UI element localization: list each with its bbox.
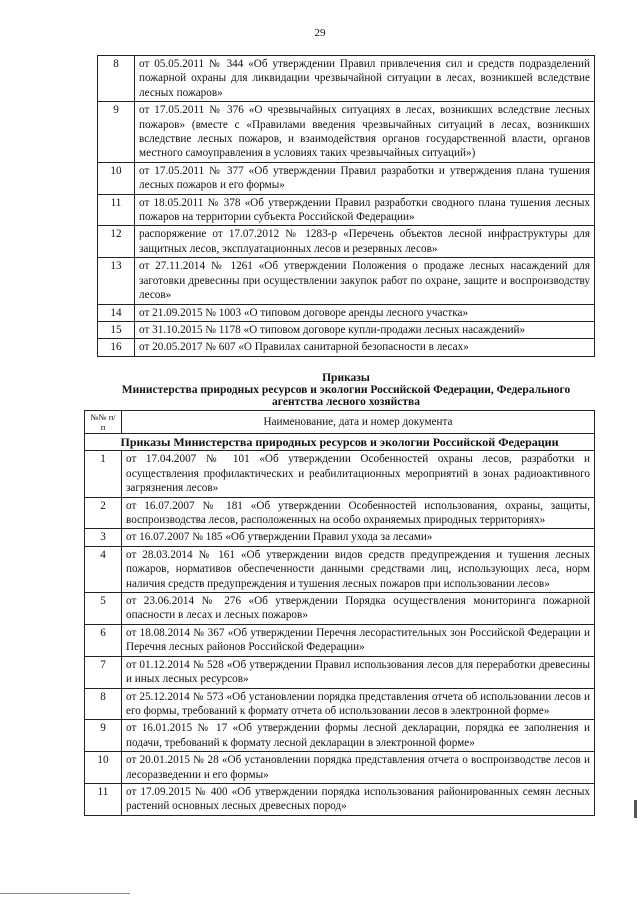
document-title: от 18.05.2011 № 378 «Об утверждении Правил разработки сводного плана тушения лесных пожаров на территории субъекта Российской Федерации» <box>135 194 595 226</box>
row-number: 10 <box>98 162 135 194</box>
document-title: от 17.09.2015 № 400 «Об утверждении порядка использования районированных семян лесных растений основных лесных древесных пород» <box>122 783 595 815</box>
orders-heading: Приказы <box>322 372 370 384</box>
document-title: от 28.03.2014 № 161 «Об утверждении видов средств предупреждения и тушения лесных пожаров, нормативов обеспеченности данными средствами лиц, использующих леса, норм наличия средств предупреждения и тушения лесных пожаров при использовании лесов» <box>122 546 595 592</box>
table-row <box>85 497 595 529</box>
document-title: от 20.05.2017 № 607 «О Правилах санитарной безопасности в лесах» <box>135 339 595 356</box>
document-title: распоряжение от 17.07.2012 № 1283-р «Перечень объектов лесной инфраструктуры для защитных лесов, эксплуатационных лесов и резервных лесов» <box>135 226 595 258</box>
footnote-divider <box>0 893 130 894</box>
table-row <box>98 102 595 163</box>
document-title: от 31.10.2015 № 1178 «О типовом договоре купли-продажи лесных насаждений» <box>135 321 595 338</box>
row-number: 11 <box>98 194 135 226</box>
row-number: 6 <box>85 624 122 656</box>
row-number: 15 <box>98 321 135 338</box>
table-row <box>98 304 595 321</box>
orders-subheading-agency: агентства лесного хозяйства <box>272 396 420 408</box>
document-title: от 01.12.2014 № 528 «Об утверждении Правил использования лесов для переработки древесины и иных лесных ресурсов» <box>122 656 595 688</box>
page-number: 29 <box>314 27 326 39</box>
document-title: от 17.04.2007 № 101 «Об утверждении Особенностей охраны лесов, разработки и осуществления профилактических и реабилитационных мероприятий в зонах радиоактивного загрязнения лесов» <box>122 451 595 497</box>
document-title: от 25.12.2014 № 573 «Об установлении порядка представления отчета об использовании лесов и его формы, требований к формату отчета об использовании лесов в электронной форме» <box>122 688 595 720</box>
row-number: 3 <box>85 529 122 546</box>
table-row <box>98 258 595 304</box>
section-title: Приказы Министерства природных ресурсов и экологии Российской Федерации <box>85 434 595 451</box>
document-title: от 17.05.2011 № 376 «О чрезвычайных ситуациях в лесах, возникших вследствие лесных пожаров» (вместе с «Правилами введения чрезвычайных ситуаций в лесах, возникших вследствие лесных пожаров, и взаимодействия органов государственной власти, органов местного самоуправления в условиях таких чрезвычайных ситуаций») <box>135 102 595 163</box>
scan-edge-mark <box>634 800 637 818</box>
table-row <box>98 194 595 226</box>
row-number: 8 <box>85 688 122 720</box>
table-row <box>85 593 595 625</box>
row-number: 12 <box>98 226 135 258</box>
table-row <box>98 339 595 356</box>
row-number: 16 <box>98 339 135 356</box>
table-row <box>85 783 595 815</box>
table-row <box>85 656 595 688</box>
document-title: от 21.09.2015 № 1003 «О типовом договоре аренды лесного участка» <box>135 304 595 321</box>
table-header-row <box>85 411 595 434</box>
orders-subheading-ministry: Министерства природных ресурсов и экологии Российской Федерации, Федерального <box>121 384 571 396</box>
row-number: 9 <box>98 102 135 163</box>
row-number: 11 <box>85 783 122 815</box>
government-decrees-table <box>97 55 595 357</box>
table-row <box>98 56 595 102</box>
row-number: 8 <box>98 56 135 102</box>
row-number: 4 <box>85 546 122 592</box>
table-row <box>85 624 595 656</box>
row-number: 13 <box>98 258 135 304</box>
document-title: от 23.06.2014 № 276 «Об утверждении Порядка осуществления мониторинга пожарной опасности в лесах и лесных пожаров» <box>122 593 595 625</box>
row-number: 7 <box>85 656 122 688</box>
table-row <box>98 162 595 194</box>
row-number: 5 <box>85 593 122 625</box>
table-row <box>98 321 595 338</box>
table-row <box>85 529 595 546</box>
table-row <box>85 688 595 720</box>
section-row <box>85 434 595 451</box>
document-title: от 16.07.2007 № 181 «Об утверждении Особенностей использования, охраны, защиты, воспроизводства лесов, расположенных на особо охраняемых природных территориях» <box>122 497 595 529</box>
document-title: от 16.01.2015 № 17 «Об утверждении формы лесной декларации, порядка ее заполнения и подачи, требований к формату лесной декларации в электронной форме» <box>122 720 595 752</box>
table-row <box>85 546 595 592</box>
header-document-name: Наименование, дата и номер документа <box>122 411 595 434</box>
document-title: от 27.11.2014 № 1261 «Об утверждении Положения о продаже лесных насаждений для заготовки древесины при осуществлении закупок работ по охране, защите и воспроизводству лесов» <box>135 258 595 304</box>
row-number: 9 <box>85 720 122 752</box>
document-title: от 05.05.2011 № 344 «Об утверждении Правил привлечения сил и средств подразделений пожарной охраны для ликвидации чрезвычайной ситуации в лесах, возникшей вследствие лесных пожаров» <box>135 56 595 102</box>
table-row <box>85 720 595 752</box>
row-number: 2 <box>85 497 122 529</box>
ministry-orders-table <box>84 410 595 816</box>
document-title: от 18.08.2014 № 367 «Об утверждении Перечня лесорастительных зон Российской Федерации и Перечня лесных районов Российской Федерации» <box>122 624 595 656</box>
table-row <box>85 752 595 784</box>
row-number: 14 <box>98 304 135 321</box>
table-row <box>98 226 595 258</box>
row-number: 10 <box>85 752 122 784</box>
row-number: 1 <box>85 451 122 497</box>
document-title: от 17.05.2011 № 377 «Об утверждении Правил разработки и утверждения плана тушения лесных пожаров и его формы» <box>135 162 595 194</box>
table-row <box>85 451 595 497</box>
header-number: №№ п/п <box>85 411 122 434</box>
document-title: от 20.01.2015 № 28 «Об установлении порядка представления отчета о воспроизводстве лесов и лесоразведении и его формы» <box>122 752 595 784</box>
document-title: от 16.07.2007 № 185 «Об утверждении Правил ухода за лесами» <box>122 529 595 546</box>
